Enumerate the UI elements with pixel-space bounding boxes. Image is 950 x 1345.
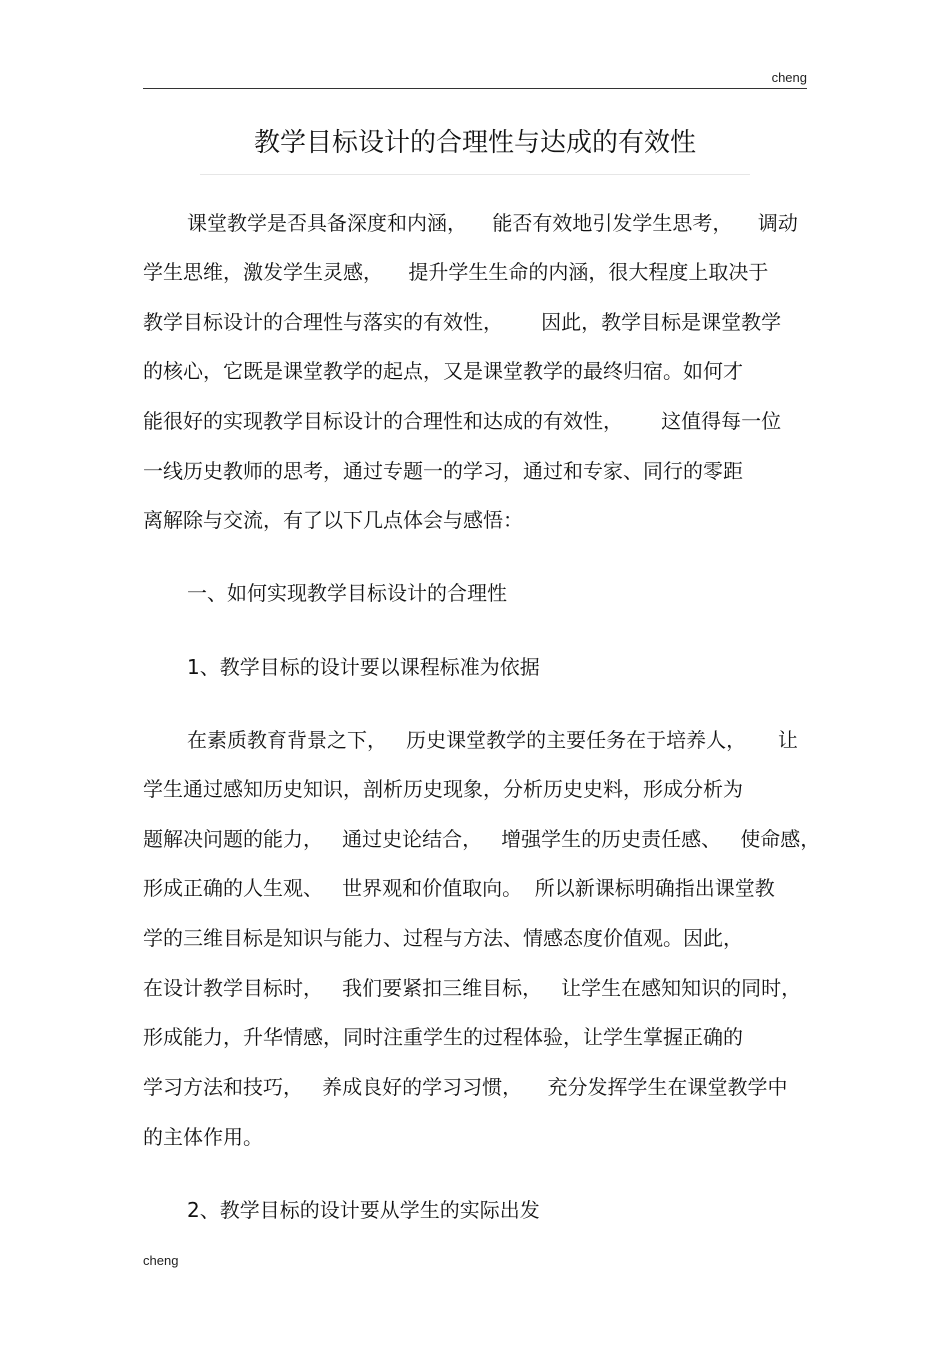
paragraph-line: 的核心，它既是课堂教学的起点，又是课堂教学的最终归宿。如何才 xyxy=(143,359,743,383)
paragraph-line: 能很好的实现教学目标设计的合理性和达成的有效性， 这值得每一位 xyxy=(143,409,782,433)
header-text: cheng xyxy=(771,70,807,85)
section-heading: 一、如何实现教学目标设计的合理性 xyxy=(187,581,507,605)
header-divider xyxy=(143,88,807,89)
paragraph-line: 题解决问题的能力， 通过史论结合， 增强学生的历史责任感、 使命感， xyxy=(143,827,821,851)
title-divider xyxy=(200,174,750,175)
paragraph-line: 一线历史教师的思考，通过专题一的学习，通过和专家、同行的零距 xyxy=(143,459,743,483)
document-title: 教学目标设计的合理性与达成的有效性 xyxy=(253,128,696,158)
paragraph-line: 教学目标设计的合理性与落实的有效性， 因此，教学目标是课堂教学 xyxy=(143,310,782,334)
paragraph-line: 在素质教育背景之下， 历史课堂教学的主要任务在于培养人， 让 xyxy=(187,728,798,752)
paragraph-line: 在设计教学目标时， 我们要紧扣三维目标， 让学生在感知知识的同时， xyxy=(143,976,802,1000)
paragraph-line: 学生通过感知历史知识，剖析历史现象，分析历史史料，形成分析为 xyxy=(143,777,743,801)
subsection-heading: 1、教学目标的设计要以课程标准为依据 xyxy=(187,655,540,679)
paragraph-line: 学的三维目标是知识与能力、过程与方法、情感态度价值观。因此， xyxy=(143,926,743,950)
subsection-heading: 2、教学目标的设计要从学生的实际出发 xyxy=(187,1198,540,1222)
paragraph-line: 学习方法和技巧， 养成良好的学习习惯， 充分发挥学生在课堂教学中 xyxy=(143,1075,788,1099)
paragraph-line: 学生思维，激发学生灵感， 提升学生生命的内涵，很大程度上取决于 xyxy=(143,260,769,284)
paragraph-line: 形成能力，升华情感，同时注重学生的过程体验，让学生掌握正确的 xyxy=(143,1025,743,1049)
paragraph-line: 离解除与交流，有了以下几点体会与感悟： xyxy=(143,508,523,532)
paragraph-line: 课堂教学是否具备深度和内涵， 能否有效地引发学生思考， 调动 xyxy=(187,211,798,235)
footer-text: cheng xyxy=(143,1253,179,1268)
paragraph-line: 的主体作用。 xyxy=(143,1125,263,1149)
paragraph-line: 形成正确的人生观、 世界观和价值取向。 所以新课标明确指出课堂教 xyxy=(143,876,775,900)
